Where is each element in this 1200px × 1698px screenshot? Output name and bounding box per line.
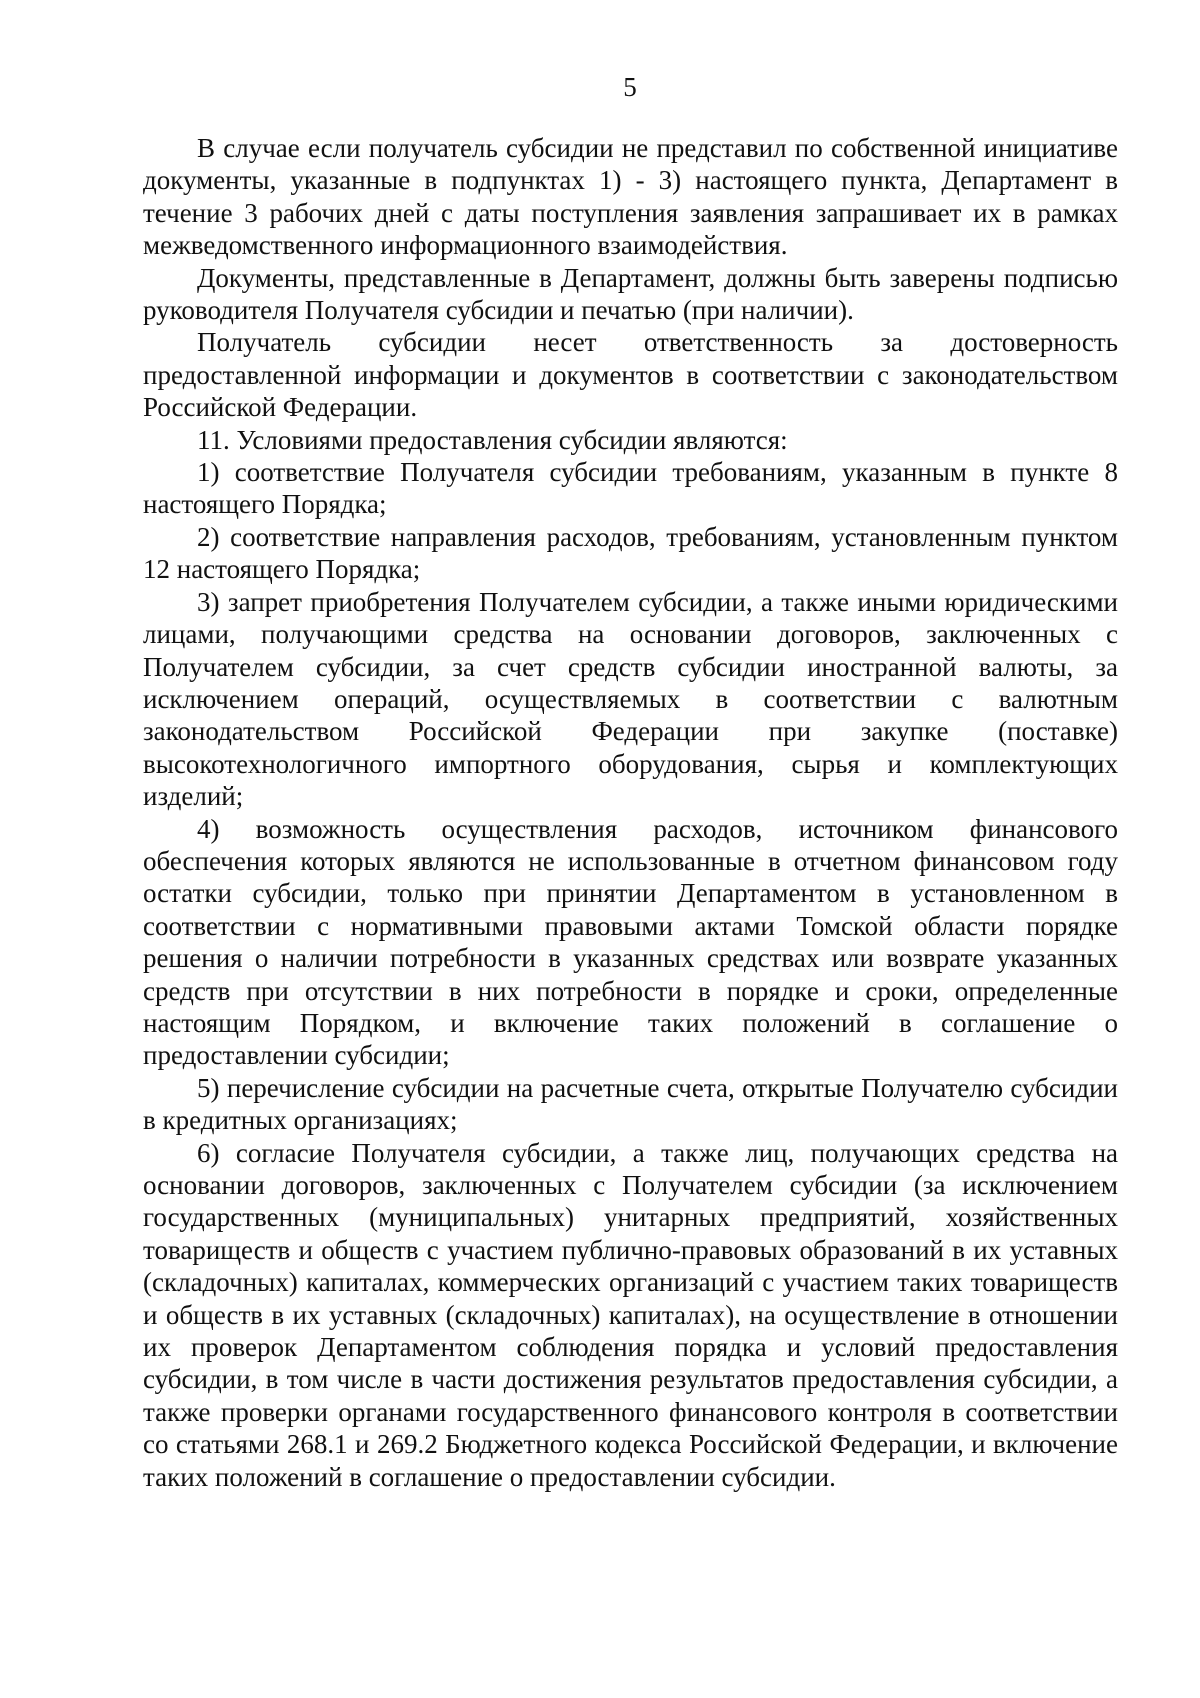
- paragraph-condition-4: 4) возможность осуществления расходов, источником финансового обеспечения которых являются не использованные в отчетном финансовом году остатки субсидии, только при принятии Департаментом в установленном в соответствии с нормативными правовыми актами Томской области порядке решения о наличии потребности в указанных средствах или возврате указанных средств при отсутствии в них потребности в порядке и сроки, определенные настоящим Порядком, и включение таких положений в соглашение о предоставлении субсидии;: [143, 813, 1118, 1071]
- paragraph-recipient-responsibility: Получатель субсидии несет ответственность за достоверность предоставленной информации и документов в соответствии с законодательством Российской Федерации.: [143, 327, 1118, 423]
- page-number: 5: [623, 72, 637, 102]
- paragraph-documents-certification: Документы, представленные в Департамент, должны быть заверены подписью руководителя Получателя субсидии и печатью (при наличии).: [143, 262, 1118, 326]
- paragraph-condition-6: 6) согласие Получателя субсидии, а также лиц, получающих средства на основании договоров, заключенных с Получателем субсидии (за исключением государственных (муниципальных) унитарных предприятий, хозяйственных товариществ и обществ с участием публично-правовых образований в их уставных (складочных) капиталах, коммерческих организаций с участием таких товариществ и обществ в их уставных (складочных) капиталах), на осуществление в отношении их проверок Департаментом соблюдения порядка и условий предоставления субсидии, в том числе в части достижения результатов предоставления субсидии, а также проверки органами государственного финансового контроля в соответствии со статьями 268.1 и 269.2 Бюджетного кодекса Российской Федерации, и включение таких положений в соглашение о предоставлении субсидии.: [143, 1137, 1118, 1492]
- document-body: [143, 132, 1118, 1493]
- paragraph-interagency-request: В случае если получатель субсидии не представил по собственной инициативе документы, указанные в подпунктах 1) - 3) настоящего пункта, Департамент в течение 3 рабочих дней с даты поступления заявления запрашивает их в рамках межведомственного информационного взаимодействия.: [143, 133, 1118, 261]
- paragraph-condition-5: 5) перечисление субсидии на расчетные счета, открытые Получателю субсидии в кредитных организациях;: [143, 1072, 1118, 1136]
- paragraph-condition-2: 2) соответствие направления расходов, требованиям, установленным пунктом 12 настоящего Порядка;: [143, 521, 1118, 585]
- paragraph-condition-3: 3) запрет приобретения Получателем субсидии, а также иными юридическими лицами, получающими средства на основании договоров, заключенных с Получателем субсидии, за счет средств субсидии иностранной валюты, за исключением операций, осуществляемых в соответствии с валютным законодательством Российской Федерации при закупке (поставке) высокотехнологичного импортного оборудования, сырья и комплектующих изделий;: [143, 586, 1118, 812]
- paragraph-condition-1: 1) соответствие Получателя субсидии требованиям, указанным в пункте 8 настоящего Порядка;: [143, 457, 1118, 520]
- paragraph-section-11-heading: 11. Условиями предоставления субсидии являются:: [197, 424, 788, 455]
